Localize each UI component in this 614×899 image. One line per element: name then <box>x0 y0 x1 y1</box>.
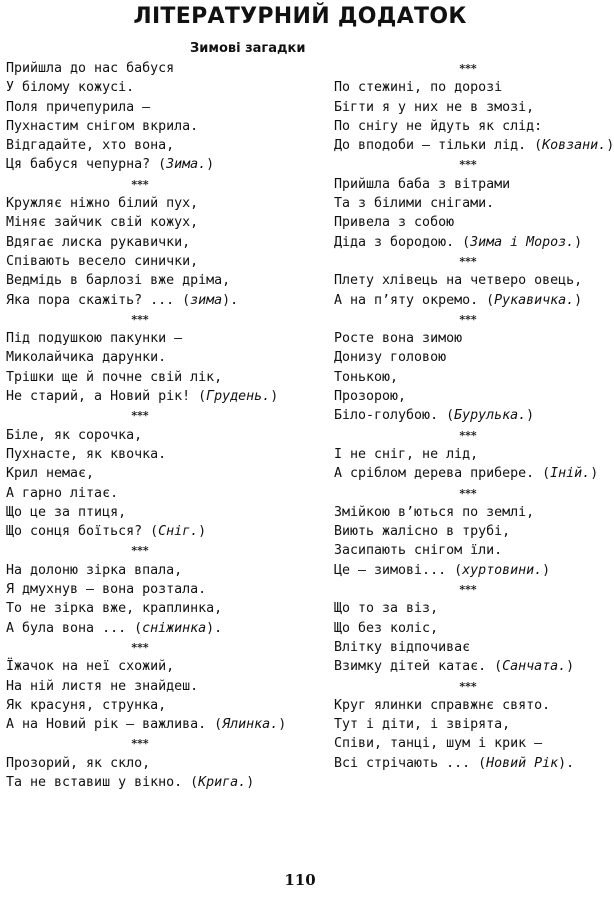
riddle-text: Що без коліс, <box>334 620 439 636</box>
riddle-line <box>6 503 274 522</box>
riddle-line <box>6 329 274 348</box>
riddle-text: А була вона ... ( <box>6 620 143 636</box>
riddle-answer: Іній. <box>550 466 591 482</box>
riddle-line <box>6 59 274 78</box>
riddle-line <box>334 541 602 560</box>
section-title: Зимові загадки <box>190 41 306 56</box>
riddle-answer: зима <box>190 292 223 308</box>
riddle-text: Плету хлівець на четверо овець, <box>334 273 583 289</box>
riddle-line <box>334 715 602 734</box>
riddle-text-end: ) <box>270 389 279 405</box>
riddle-text: Під подушкою пакунки — <box>6 331 183 347</box>
riddle-line <box>334 233 602 252</box>
riddle-line <box>6 98 274 117</box>
riddle-line <box>6 773 274 792</box>
riddle-text: Як красуня, струнка, <box>6 697 167 713</box>
riddle-text: Змійкою в’ються по землі, <box>334 504 535 520</box>
riddle-separator: *** <box>459 679 477 693</box>
riddle-separator: *** <box>459 428 477 442</box>
riddle-text: То не зірка вже, краплинка, <box>6 601 223 617</box>
riddle-line <box>6 78 274 97</box>
riddle-text: Виють жалісно в трубі, <box>334 524 511 540</box>
riddle-answer: Ковзани. <box>542 138 607 154</box>
riddle-answer: Ялинка. <box>222 717 279 733</box>
riddle-text: По стежині, по дорозі <box>334 80 503 96</box>
riddle <box>6 59 274 175</box>
riddle <box>334 329 602 425</box>
riddle <box>6 329 279 406</box>
riddle-line <box>6 754 274 773</box>
riddle <box>6 657 287 734</box>
riddle-line <box>334 175 602 194</box>
riddle-line <box>6 117 274 136</box>
riddle-text: Відгадайте, хто вона, <box>6 138 175 154</box>
riddle-text: Я дмухнув — вона розтала. <box>6 582 207 598</box>
riddle-text: А гарно літає. <box>6 485 119 501</box>
riddle-text: Всі стрічають ... ( <box>334 755 487 771</box>
riddle-line <box>6 426 274 445</box>
riddle-line <box>6 619 274 638</box>
riddle <box>6 426 274 542</box>
riddle-text: Біло-голубою. ( <box>334 408 455 424</box>
riddle-answer: Бурулька. <box>454 408 527 424</box>
riddle-text: Прозорий, як скло, <box>6 755 151 771</box>
riddle-text: Діда з бородою. ( <box>334 234 471 250</box>
riddle-line <box>334 368 602 387</box>
riddle <box>6 561 274 638</box>
riddle-text: Круг ялинки справжнє свято. <box>334 697 551 713</box>
riddle-text: Миколайчика дарунки. <box>6 350 167 366</box>
riddle-separator: *** <box>459 158 477 172</box>
riddle-text: Кружляє ніжно білий пух, <box>6 196 199 212</box>
riddle-answer: Сніг. <box>158 524 199 540</box>
riddle-line <box>334 348 602 367</box>
riddle-line <box>6 252 274 271</box>
riddle-answer: Зима. <box>166 157 207 173</box>
riddle-separator: *** <box>459 312 477 326</box>
riddle-text: Росте вона зимою <box>334 331 463 347</box>
riddle-text: Що це за птиця, <box>6 504 127 520</box>
riddle-line <box>334 734 602 753</box>
riddle-text-end: ) <box>198 524 207 540</box>
riddle <box>334 271 602 310</box>
riddle-answer: Санчата. <box>502 659 567 675</box>
riddle-text: У білому кожусі. <box>6 80 135 96</box>
riddle-line <box>334 271 602 290</box>
riddle-line <box>334 561 602 580</box>
riddle-text: А на Новий рік — важлива. ( <box>6 717 223 733</box>
riddle-line <box>6 561 274 580</box>
riddle-text: Привела з собою <box>334 215 455 231</box>
riddle-text: Тут і діти, і звірята, <box>334 717 511 733</box>
riddle-text: Не старий, а Новий рік! ( <box>6 389 207 405</box>
riddle-line <box>334 464 602 483</box>
riddle-text: Пухнасте, як квочка. <box>6 446 167 462</box>
riddle-line <box>334 406 602 425</box>
riddle-text: Взимку дітей катає. ( <box>334 659 503 675</box>
riddle-line <box>6 657 274 676</box>
riddle <box>334 696 602 773</box>
riddle-text: Яка пора скажіть? ... ( <box>6 292 191 308</box>
riddle-text: Співи, танці, шум і крик — <box>334 736 543 752</box>
riddle-answer: хуртовини. <box>462 562 543 578</box>
riddle-line <box>334 291 602 310</box>
riddle-line <box>6 291 274 310</box>
riddle-text: Міняє зайчик свій кожух, <box>6 215 199 231</box>
riddle-text: Та з білими снігами. <box>334 196 495 212</box>
riddle-text-end: ) <box>206 157 215 173</box>
riddle-answer: Зима і Мороз. <box>470 234 575 250</box>
riddle-text: Влітку відпочиває <box>334 639 471 655</box>
riddle-separator: *** <box>459 583 477 597</box>
riddle <box>334 78 614 155</box>
riddle-text-end: ) <box>574 292 583 308</box>
riddle-separator: *** <box>131 640 149 654</box>
riddle-text: Прийшла баба з вітрами <box>334 176 511 192</box>
riddle-line <box>6 348 274 367</box>
riddle-text-end: ) <box>278 717 287 733</box>
riddle-line <box>6 233 274 252</box>
riddle-text: Пухнастим снігом вкрила. <box>6 118 199 134</box>
riddle-line <box>6 464 274 483</box>
riddle-line <box>6 368 274 387</box>
riddle-line <box>334 213 602 232</box>
riddle-text: Вдягає лиска рукавички, <box>6 234 191 250</box>
riddle-answer: Рукавичка. <box>494 292 575 308</box>
riddle-text: До вподоби — тільки лід. ( <box>334 138 543 154</box>
riddle-text: Співають весело синички, <box>6 253 199 269</box>
riddle-line <box>334 754 602 773</box>
left-column <box>6 59 287 792</box>
riddle-line <box>6 155 274 174</box>
riddle-text: На ній листя не знайдеш. <box>6 678 199 694</box>
riddle <box>334 445 602 484</box>
riddle-line <box>6 136 274 155</box>
riddle-separator: *** <box>459 486 477 500</box>
riddle-line <box>334 599 602 618</box>
riddle-text-end: ) <box>590 466 599 482</box>
riddle-text: Прийшла до нас бабуся <box>6 61 175 76</box>
page-number: 110 <box>284 871 316 889</box>
riddle-text-end: ). <box>222 292 239 308</box>
riddle-line <box>6 677 274 696</box>
riddle-text: Поля причепурила — <box>6 99 151 115</box>
riddle-text: Що сонця боїться? ( <box>6 524 159 540</box>
riddle-line <box>6 194 274 213</box>
riddle-line <box>6 580 274 599</box>
riddle-line <box>6 387 279 406</box>
riddle-line <box>6 445 274 464</box>
riddle-text: Бігти я у них не в змозі, <box>334 99 535 115</box>
riddle <box>334 599 602 676</box>
riddle-answer: сніжинка <box>142 620 207 636</box>
riddle-text-end: ). <box>206 620 223 636</box>
riddle-line <box>334 696 602 715</box>
riddle-text-end: ) <box>574 234 583 250</box>
riddle-text: Біле, як сорочка, <box>6 427 143 443</box>
riddle-text-end: ). <box>558 755 575 771</box>
riddle-separator: *** <box>131 177 149 191</box>
riddle <box>334 175 602 252</box>
riddle-text: А сріблом дерева прибере. ( <box>334 466 551 482</box>
riddle-text: Це – зимові... ( <box>334 562 463 578</box>
page-title: ЛІТЕРАТУРНИЙ ДОДАТОК <box>133 4 467 29</box>
riddle-text: На долоню зірка впала, <box>6 562 183 578</box>
riddle-line <box>6 715 287 734</box>
riddle-text: Їжачок на неї схожий, <box>6 659 175 675</box>
right-column <box>334 59 614 773</box>
riddle <box>334 503 602 580</box>
riddle-line <box>334 503 602 522</box>
riddle-answer: Крига. <box>198 774 247 790</box>
riddle-line <box>334 387 602 406</box>
riddle-line <box>334 136 614 155</box>
riddle-text: Ведмідь в барлозі вже дріма, <box>6 273 231 289</box>
riddle-separator: *** <box>131 544 149 558</box>
riddle-text: По снігу не йдуть як слід: <box>334 118 543 134</box>
riddle-line <box>334 117 602 136</box>
riddle-answer: Грудень. <box>206 389 271 405</box>
riddle-text: І не сніг, не лід, <box>334 446 479 462</box>
riddle-text: Засипають снігом їли. <box>334 543 503 559</box>
riddle-line <box>334 522 602 541</box>
riddle-line <box>6 213 274 232</box>
riddle-text-end: ) <box>542 562 551 578</box>
riddle-text: Що то за віз, <box>334 601 439 617</box>
riddle-text: Тонькою, <box>334 369 399 385</box>
riddle-line <box>6 696 274 715</box>
riddle-line <box>334 78 602 97</box>
riddle-text: Ця бабуся чепурна? ( <box>6 157 167 173</box>
riddle-line <box>6 522 274 541</box>
riddle-separator: *** <box>131 312 149 326</box>
riddle-text: Прозорою, <box>334 389 407 405</box>
riddle-separator: *** <box>459 62 477 75</box>
riddle-separator: *** <box>459 254 477 268</box>
riddle <box>6 754 274 793</box>
riddle-line <box>334 445 602 464</box>
riddle-text: Трішки ще й почне свій лік, <box>6 369 223 385</box>
riddle-separator: *** <box>131 409 149 423</box>
riddle-line <box>334 638 602 657</box>
riddle-line <box>6 484 274 503</box>
riddle-text-end: ) <box>526 408 535 424</box>
riddle-text-end: ) <box>606 138 614 154</box>
riddle-line <box>6 271 274 290</box>
riddle-line <box>6 599 274 618</box>
riddle-text-end: ) <box>246 774 255 790</box>
riddle-separator: *** <box>131 737 149 751</box>
riddle-text-end: ) <box>566 659 575 675</box>
riddle-text: А на п’яту окремо. ( <box>334 292 495 308</box>
riddle-line <box>334 194 602 213</box>
riddle-line <box>334 329 602 348</box>
riddle-text: Донизу головою <box>334 350 447 366</box>
riddle-line <box>334 619 602 638</box>
riddle-text: Крил немає, <box>6 466 95 482</box>
riddle <box>6 194 274 310</box>
riddle-text: Та не вставиш у вікно. ( <box>6 774 199 790</box>
riddle-line <box>334 657 602 676</box>
riddle-line <box>334 98 602 117</box>
riddle-answer: Новий Рік <box>486 755 559 771</box>
